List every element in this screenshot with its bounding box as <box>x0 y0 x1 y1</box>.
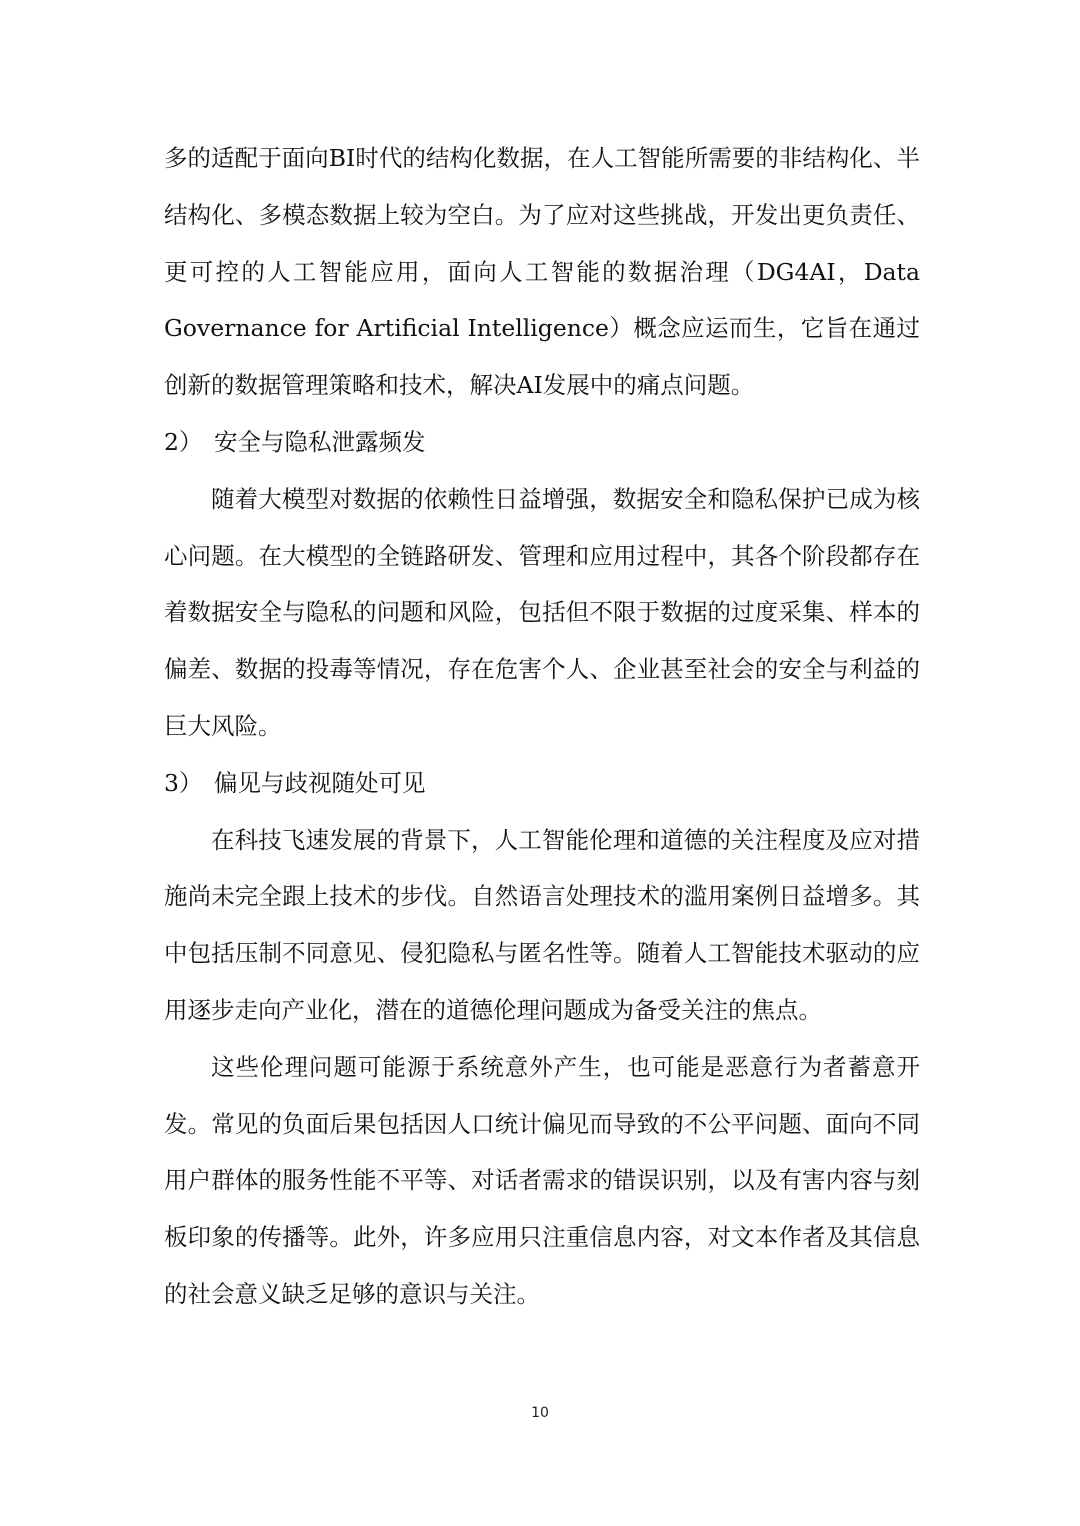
body-text <box>164 130 920 1323</box>
section-number: 2） <box>164 427 203 456</box>
section-heading-3 <box>164 755 920 812</box>
paragraph-bias-ethics: 在科技飞速发展的背景下，人工智能伦理和道德的关注程度及应对措施尚未完全跟上技术的步伐。自然语言处理技术的滥用案例日益增多。其中包括压制不同意见、侵犯隐私与匿名性等。随着人工智能技术驱动的应用逐步走向产业化，潜在的道德伦理问题成为备受关注的焦点。 <box>164 825 920 1024</box>
section-heading-2 <box>164 414 920 471</box>
paragraph-ethics-consequences: 这些伦理问题可能源于系统意外产生，也可能是恶意行为者蓄意开发。常见的负面后果包括因人口统计偏见而导致的不公平问题、面向不同用户群体的服务性能不平等、对话者需求的错误识别，以及有害内容与刻板印象的传播等。此外，许多应用只注重信息内容，对文本作者及其信息的社会意义缺乏足够的意识与关注。 <box>164 1052 920 1308</box>
section-number: 3） <box>164 768 203 797</box>
paragraph-security-privacy: 随着大模型对数据的依赖性日益增强，数据安全和隐私保护已成为核心问题。在大模型的全链路研发、管理和应用过程中，其各个阶段都存在着数据安全与隐私的问题和风险，包括但不限于数据的过度采集、样本的偏差、数据的投毒等情况，存在危害个人、企业甚至社会的安全与利益的巨大风险。 <box>164 484 920 740</box>
section-title: 安全与隐私泄露频发 <box>214 427 426 456</box>
page-number: 10 <box>531 1405 549 1421</box>
section-title: 偏见与歧视随处可见 <box>214 768 426 797</box>
paragraph-continuation: 多的适配于面向BI时代的结构化数据，在人工智能所需要的非结构化、半结构化、多模态数据上较为空白。为了应对这些挑战，开发出更负责任、更可控的人工智能应用，面向人工智能的数据治理（DG4AI，Data Governance for Artificial Intelligence）概念应运而生，它旨在通过创新的数据管理策略和技术，解决AI发展中的痛点问题。 <box>164 144 920 400</box>
